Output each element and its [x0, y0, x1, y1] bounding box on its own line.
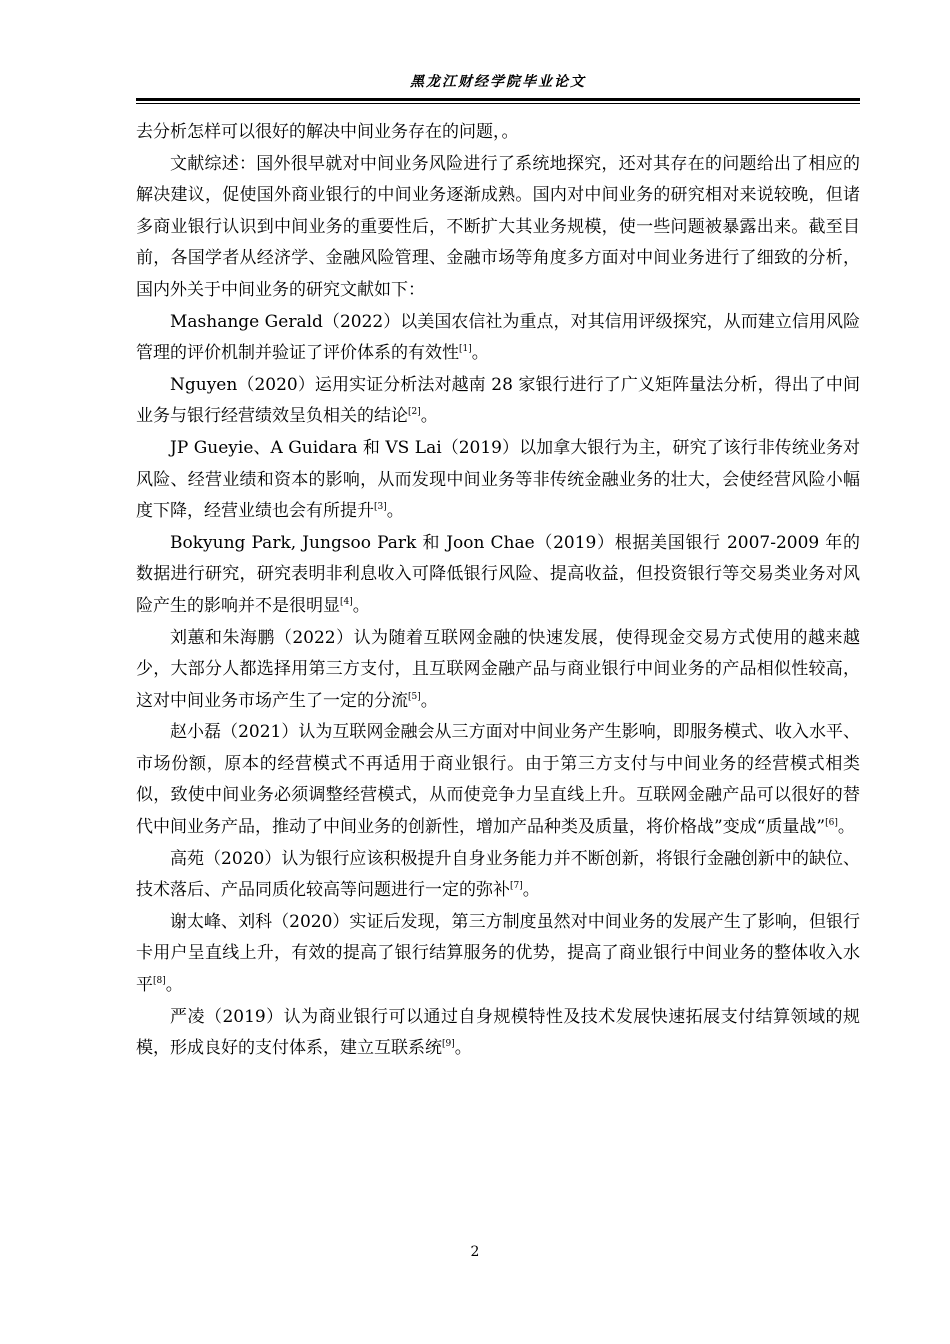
citation-7: [7]: [510, 881, 523, 892]
paragraph-literature-review: 文献综述：国外很早就对中间业务风险进行了系统地探究，还对其存在的问题给出了相应的解决建议，促使国外商业银行的中间业务逐渐成熟。国内对中间业务的研究相对来说较晚，但诸多商业银行认识到中间业务的重要性后，不断扩大其业务规模，使一些问题被暴露出来。截至目前，各国学者从经济学、金融风险管理、金融市场等角度多方面对中间业务进行了细致的分析，国内外关于中间业务的研究文献如下：: [136, 153, 860, 300]
body-text: [136, 117, 860, 1065]
page-number: 2: [470, 1244, 480, 1260]
citation-1: [1]: [459, 344, 472, 355]
paragraph-reference-6: 赵小磊（2021）认为互联网金融会从三方面对中间业务产生影响，即服务模式、收入水平、市场份额，原本的经营模式不再适用于商业银行。由于第三方支付与中间业务的经营模式相类似，致使中间业务必须调整经营模式，从而使竞争力呈直线上升。互联网金融产品可以很好的替代中间业务产品，推动了中间业务的创新性，增加产品种类及质量，将价格战”变成“质量战”[6]。: [136, 722, 860, 838]
citation-6: [6]: [825, 818, 838, 829]
citation-9: [9]: [442, 1039, 455, 1050]
paragraph-reference-7: 高苑（2020）认为银行应该积极提升自身业务能力并不断创新，将银行金融创新中的缺位、技术落后、产品同质化较高等问题进行一定的弥补[7]。: [136, 848, 860, 901]
paragraph-reference-5: 刘蕙和朱海鹏（2022）认为随着互联网金融的快速发展，使得现金交易方式使用的越来越少，大部分人都选择用第三方支付，且互联网金融产品与商业银行中间业务的产品相似性较高，这对中间业务市场产生了一定的分流[5]。: [136, 627, 860, 711]
citation-4: [4]: [340, 596, 353, 607]
paragraph-reference-4: Bokyung Park, Jungsoo Park 和 Joon Chae（2019）根据美国银行 2007-2009 年的数据进行研究，研究表明非利息收入可降低银行风险、提高收益，但投资银行等交易类业务对风险产生的影响并不是很明显[4]。: [136, 532, 860, 616]
paragraph-reference-8: 谢太峰、刘科（2020）实证后发现，第三方制度虽然对中间业务的发展产生了影响，但银行卡用户呈直线上升，有效的提高了银行结算服务的优势，提高了商业银行中间业务的整体收入水平[8]。: [136, 911, 860, 996]
paragraph-reference-1: Mashange Gerald（2022）以美国农信社为重点，对其信用评级探究，从而建立信用风险管理的评价机制并验证了评价体系的有效性[1]。: [136, 311, 860, 364]
citation-2: [2]: [408, 407, 421, 418]
paragraph-reference-3: JP Gueyie、A Guidara 和 VS Lai（2019）以加拿大银行为主，研究了该行非传统业务对风险、经营业绩和资本的影响，从而发现中间业务等非传统金融业务的壮大，会使经营风险小幅度下降，经营业绩也会有所提升[3]。: [136, 437, 860, 522]
citation-3: [3]: [374, 502, 387, 513]
page-header: 黑龙江财经学院毕业论文: [410, 74, 586, 90]
paragraph-reference-9: 严凌（2019）认为商业银行可以通过自身规模特性及技术发展快速拓展支付结算领域的规模，形成良好的支付体系，建立互联系统[9]。: [136, 1006, 860, 1059]
paragraph-reference-2: Nguyen（2020）运用实证分析法对越南 28 家银行进行了广义矩阵量法分析，得出了中间业务与银行经营绩效呈负相关的结论[2]。: [136, 374, 860, 427]
citation-5: [5]: [408, 691, 421, 702]
citation-8: [8]: [153, 976, 166, 987]
paragraph-continuation: 去分析怎样可以很好的解决中间业务存在的问题，。: [136, 122, 519, 142]
header-rule-thick: [136, 98, 860, 101]
header-rule-thin: [136, 103, 860, 104]
